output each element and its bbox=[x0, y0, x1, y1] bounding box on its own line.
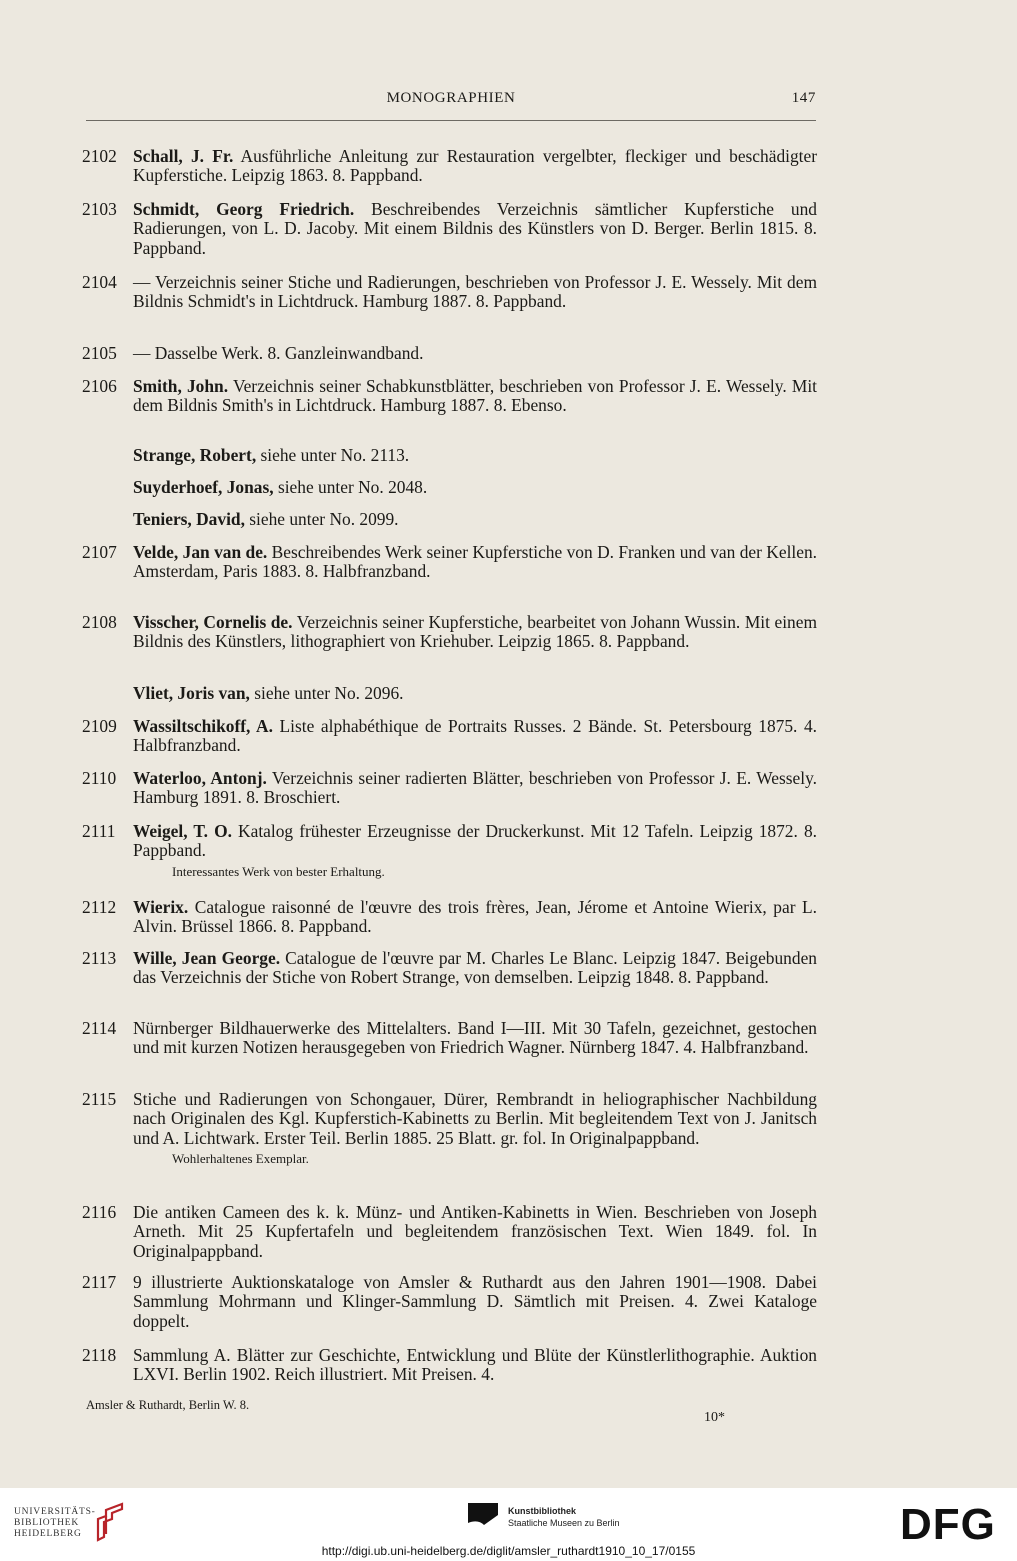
entry-text: Beschreibendes Werk seiner Kupferstiche von D. Franken und van der Kellen. Amsterdam, Paris 1883. 8. Halbfranzband. bbox=[133, 542, 817, 582]
entry-text: siehe unter No. 2048. bbox=[273, 477, 428, 497]
entry-author: Schall, J. Fr. bbox=[133, 146, 234, 166]
permalink-url[interactable]: http://digi.ub.uni-heidelberg.de/diglit/amsler_ruthardt1910_10_17/0155 bbox=[321, 1544, 696, 1558]
catalogue-entry-2109 bbox=[82, 717, 817, 756]
entry-number: 2110 bbox=[82, 768, 117, 788]
entry-author: Schmidt, Georg Friedrich. bbox=[133, 199, 355, 219]
entry-author: Teniers, David, bbox=[133, 509, 245, 529]
kunstbibliothek-logo-icon bbox=[468, 1503, 498, 1533]
catalogue-entry-2104 bbox=[82, 273, 817, 312]
entry-text: Nürnberger Bildhauerwerke des Mittelalters. Band I—III. Mit 30 Tafeln, gezeichnet, gestochen und mit kurzen Notizen herausgegeben von Friedrich Wagner. Nürnberg 1847. 4. Halbfranzband. bbox=[133, 1018, 817, 1058]
catalogue-entry-2103 bbox=[82, 200, 817, 258]
entry-number: 2102 bbox=[82, 146, 117, 166]
cross-reference-vliet bbox=[82, 684, 817, 703]
catalogue-entry-2111 bbox=[82, 822, 817, 880]
entry-author: Wille, Jean George. bbox=[133, 948, 281, 968]
cross-reference-suyderhoef bbox=[82, 478, 817, 497]
heidelberg-library-label[interactable]: UNIVERSITÄTS- BIBLIOTHEK HEIDELBERG bbox=[14, 1507, 96, 1539]
entry-author: Visscher, Cornelis de. bbox=[133, 612, 293, 632]
page-number: 147 bbox=[791, 90, 816, 106]
header-rule bbox=[86, 120, 816, 121]
entry-number: 2118 bbox=[82, 1345, 117, 1365]
entry-author: Wassiltschikoff, A. bbox=[133, 716, 273, 736]
running-header bbox=[86, 90, 816, 114]
catalogue-entry-2102 bbox=[82, 147, 817, 186]
entry-text: Liste alphabéthique de Portraits Russes. 2 Bände. St. Petersbourg 1875. 4. Halbfranzband. bbox=[133, 716, 818, 756]
entry-text: Sammlung A. Blätter zur Geschichte, Entwicklung und Blüte der Künstlerlithographie. Auktion LXVI. Berlin 1902. Reich illustriert. Mit Preisen. 4. bbox=[133, 1345, 817, 1385]
catalogue-entry-2105 bbox=[82, 344, 817, 363]
catalogue-entry-2118 bbox=[82, 1346, 817, 1385]
entry-number: 2116 bbox=[82, 1202, 117, 1222]
kunstbibliothek-label[interactable]: Kunstbibliothek Staatliche Museen zu Berlin bbox=[508, 1506, 620, 1528]
entry-text: — Dasselbe Werk. 8. Ganzleinwandband. bbox=[133, 343, 424, 363]
cross-reference-strange bbox=[82, 446, 817, 465]
entry-text: Catalogue de l'œuvre par M. Charles Le Blanc. Leipzig 1847. Beigebunden das Verzeichnis der Stiche von Robert Strange, von demselben. Leipzig 1848. 8. Pappband. bbox=[133, 948, 817, 988]
entry-author: Suyderhoef, Jonas, bbox=[133, 477, 274, 497]
entry-number: 2104 bbox=[82, 272, 117, 292]
catalogue-entry-2107 bbox=[82, 543, 817, 582]
entry-author: Velde, Jan van de. bbox=[133, 542, 268, 562]
catalogue-entry-2114 bbox=[82, 1019, 817, 1058]
entry-text: siehe unter No. 2113. bbox=[256, 445, 410, 465]
entry-author: Strange, Robert, bbox=[133, 445, 257, 465]
entry-text: Stiche und Radierungen von Schongauer, Dürer, Rembrandt in heliographischer Nachbildung nach Originalen des Kgl. Kupferstich-Kabinetts zu Berlin. Mit begleitendem Text von J. Janitsch und A. Lichtwark. Erster Teil. Berlin 1885. 25 Blatt. gr. fol. In Originalpappband. bbox=[133, 1089, 817, 1148]
entry-number: 2112 bbox=[82, 897, 117, 917]
entry-number: 2108 bbox=[82, 612, 117, 632]
entry-text: Katalog frühester Erzeugnisse der Druckerkunst. Mit 12 Tafeln. Leipzig 1872. 8. Pappband. bbox=[133, 821, 817, 861]
entry-text: Ausführliche Anleitung zur Restauration vergelbter, fleckiger und beschädigter Kupferstiche. Leipzig 1863. 8. Pappband. bbox=[133, 146, 818, 186]
dfg-logo[interactable]: DFG bbox=[900, 1500, 996, 1549]
entry-number: 2103 bbox=[82, 199, 117, 219]
entry-note: Wohlerhaltenes Exemplar. bbox=[172, 1151, 309, 1167]
section-title: MONOGRAPHIEN bbox=[386, 90, 516, 106]
entry-text: Verzeichnis seiner Kupferstiche, bearbeitet von Johann Wussin. Mit einem Bildnis des Künstlers, lithographiert von Kriehuber. Leipzig 1865. 8. Pappband. bbox=[133, 612, 817, 652]
catalogue-entry-2108 bbox=[82, 613, 817, 652]
entry-note: Interessantes Werk von bester Erhaltung. bbox=[172, 863, 385, 879]
entry-text: 9 illustrierte Auktionskataloge von Amsler & Ruthardt aus den Jahren 1901—1908. Dabei Sammlung Mohrmann und Klinger-Sammlung D. Sämtlich mit Preisen. 4. Zwei Kataloge doppelt. bbox=[133, 1272, 817, 1331]
heidelberg-logo-icon bbox=[92, 1502, 126, 1542]
cross-reference-teniers bbox=[82, 510, 817, 529]
entry-text: Catalogue raisonné de l'œuvre des trois frères, Jean, Jérome et Antoine Wierix, par L. Alvin. Brüssel 1866. 8. Pappband. bbox=[133, 897, 817, 937]
catalogue-entry-2115 bbox=[82, 1090, 817, 1167]
entry-number: 2109 bbox=[82, 716, 117, 736]
entry-text: Verzeichnis seiner Schabkunstblätter, beschrieben von Professor J. E. Wessely. Mit dem Bildnis Smith's in Lichtdruck. Hamburg 1887. 8. Ebenso. bbox=[133, 376, 817, 416]
publisher-footer: Amsler & Ruthardt, Berlin W. 8. bbox=[86, 1398, 250, 1412]
entry-number: 2105 bbox=[82, 343, 117, 363]
catalogue-entry-2113 bbox=[82, 949, 817, 988]
entry-number: 2114 bbox=[82, 1018, 117, 1038]
entry-author: Vliet, Joris van, bbox=[133, 683, 250, 703]
entry-text: siehe unter No. 2096. bbox=[249, 683, 404, 703]
entry-number: 2106 bbox=[82, 376, 117, 396]
catalogue-entry-2110 bbox=[82, 769, 817, 808]
entry-number: 2117 bbox=[82, 1272, 117, 1292]
entry-text: siehe unter No. 2099. bbox=[244, 509, 399, 529]
entry-text: Beschreibendes Verzeichnis sämtlicher Kupferstiche und Radierungen, von L. D. Jacoby. Mit einem Bildnis des Künstlers von D. Berger. Berlin 1815. 8. Pappband. bbox=[133, 199, 817, 258]
catalogue-entry-2106 bbox=[82, 377, 817, 416]
catalogue-entry-2116 bbox=[82, 1203, 817, 1261]
entry-author: Waterloo, Antonj. bbox=[133, 768, 267, 788]
entry-text: Die antiken Cameen des k. k. Münz- und Antiken-Kabinetts in Wien. Beschrieben von Joseph Arneth. Mit 25 Kupfertafeln und begleitendem französischen Text. Wien 1849. fol. In Originalpappband. bbox=[133, 1202, 817, 1261]
catalogue-entry-2117 bbox=[82, 1273, 817, 1331]
signature-mark: 10* bbox=[704, 1410, 725, 1425]
catalogue-entry-2112 bbox=[82, 898, 817, 937]
entry-author: Weigel, T. O. bbox=[133, 821, 232, 841]
entry-number: 2107 bbox=[82, 542, 117, 562]
entry-text: Verzeichnis seiner radierten Blätter, beschrieben von Professor J. E. Wessely. Hamburg 1891. 8. Broschiert. bbox=[133, 768, 818, 808]
entry-author: Smith, John. bbox=[133, 376, 229, 396]
entry-text: — Verzeichnis seiner Stiche und Radierungen, beschrieben von Professor J. E. Wessely. Mit dem Bildnis Schmidt's in Lichtdruck. Hamburg 1887. 8. Pappband. bbox=[133, 272, 817, 312]
entry-number: 2113 bbox=[82, 948, 117, 968]
entry-author: Wierix. bbox=[133, 897, 189, 917]
entry-number: 2111 bbox=[82, 821, 116, 841]
entry-number: 2115 bbox=[82, 1089, 117, 1109]
